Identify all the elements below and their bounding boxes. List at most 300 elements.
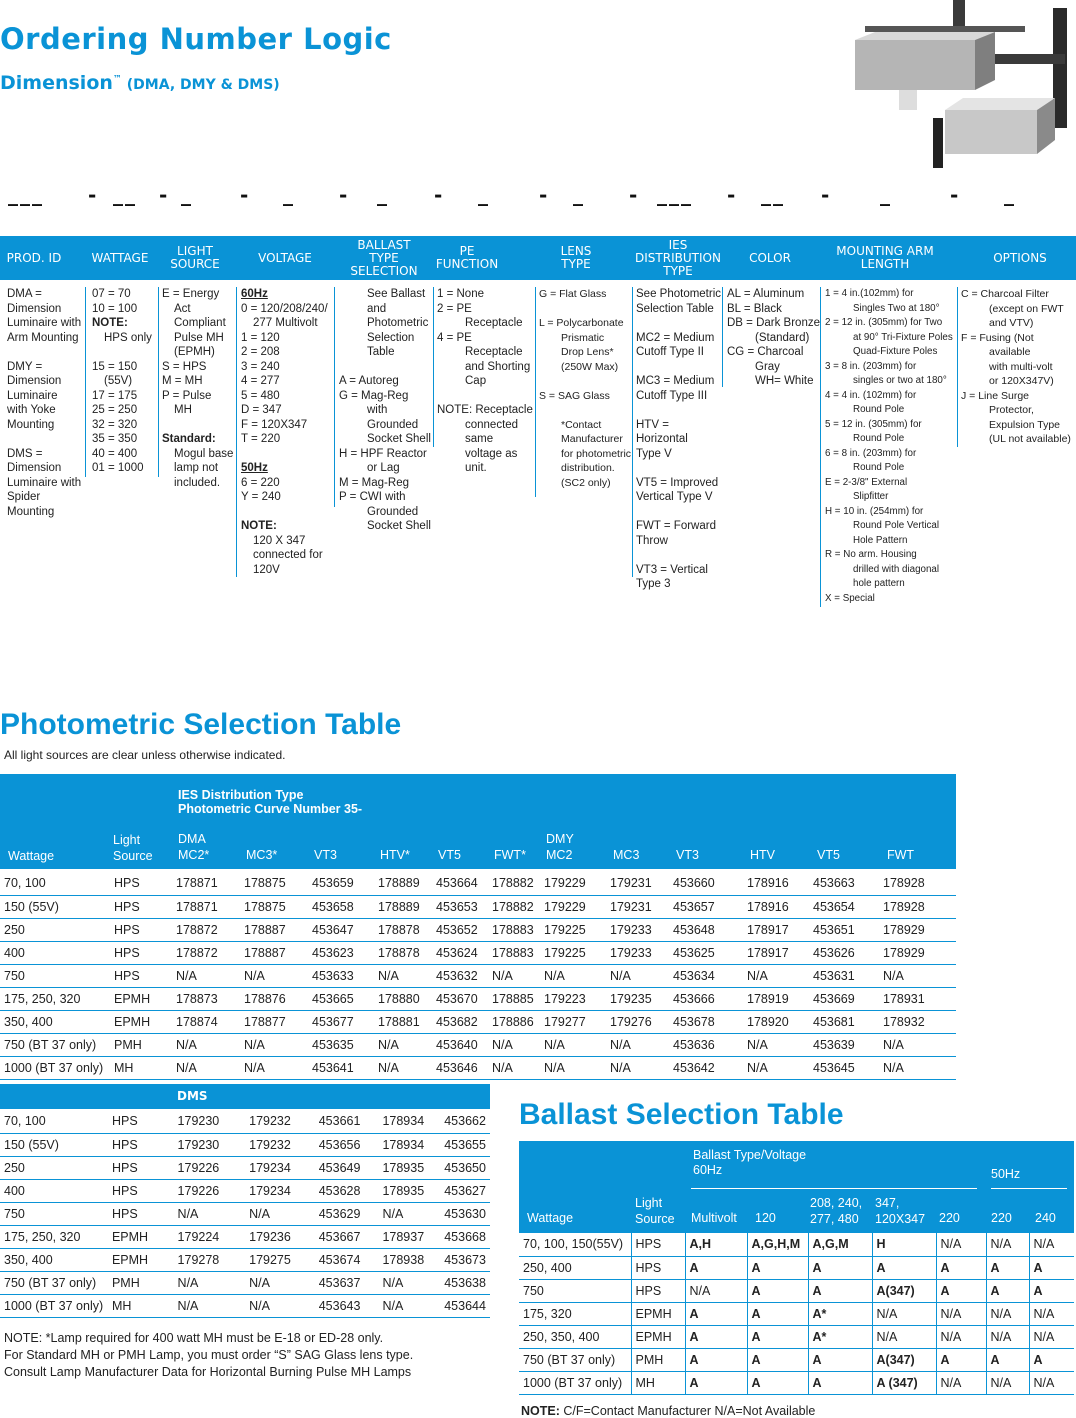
th-fwt: FWT* [494,848,526,862]
spec-line: H = HPF Reactor [339,447,427,460]
col-header-pe: PE FUNCTION [435,244,499,271]
col-divider [85,287,86,477]
table-row [0,895,956,918]
table-cell: PMH [110,1033,172,1056]
ballast-50hz-rule [991,1188,1067,1189]
spec-line: distribution. [561,462,615,474]
spec-line: HPS only [104,331,152,344]
table-cell: 453663 [809,872,879,895]
table-cell: A [936,1348,986,1371]
table-cell: N/A [240,1056,308,1079]
table-cell: 178887 [240,918,308,941]
spec-line: Slipfitter [853,491,889,502]
col-divider [535,287,536,497]
table-cell: N/A [374,1033,432,1056]
table-cell: N/A [174,1202,246,1225]
table-cell: 453623 [308,941,374,964]
spec-line: 120V [253,563,280,576]
spec-line: FWT = Forward [636,520,716,532]
table-cell: 178937 [378,1225,440,1248]
table-cell: 250, 400 [519,1256,631,1279]
table-cell: A [808,1371,872,1394]
th-dmy-mc3: MC3 [613,848,640,862]
table-cell: 178935 [378,1179,440,1202]
table-cell: A [685,1256,747,1279]
table-cell: 453661 [315,1110,379,1133]
table-cell: 453626 [809,941,879,964]
col-header-ies: IES DISTRIBUTION TYPE [635,237,721,278]
table-cell: A [747,1371,808,1394]
table-cell: N/A [685,1279,747,1302]
spec-line: Receptacle [465,317,523,329]
table-cell: N/A [986,1371,1029,1394]
spec-line [539,374,632,389]
table-cell: A(347) [872,1348,936,1371]
bth-multivolt: Multivolt [691,1211,737,1225]
spec-line [7,432,85,447]
code-segment: _ [573,182,585,206]
table-cell: N/A [1029,1325,1074,1348]
spec-line: R = No arm. Housing [825,549,917,560]
table-cell: 178929 [879,918,956,941]
code-dash: - [629,183,638,207]
table-cell: A [1029,1348,1074,1371]
table-cell: 178872 [172,918,240,941]
table-cell: N/A [374,1056,432,1079]
dms-label: DMS [177,1089,208,1103]
spec-line: G = Mag-Reg [339,389,409,402]
table-cell: N/A [1029,1371,1074,1394]
spec-line: DMA = [7,288,42,300]
table-cell: N/A [606,964,669,987]
spec-line: (250W Max) [561,360,619,373]
table-row [0,941,956,964]
ies-group-title: IES Distribution Type [178,788,304,802]
spec-line: M = MH [162,375,203,387]
spec-line: and Shorting [465,360,531,373]
spec-line: Round Pole [853,433,905,444]
table-cell: 178916 [743,895,809,918]
table-cell: HPS [631,1233,685,1256]
table-cell: 453645 [809,1056,879,1079]
col-header-ballast: BALLAST TYPE SELECTION [350,237,418,278]
spec-line: 6 = 220 [241,476,280,489]
table-cell: 178881 [374,1010,432,1033]
table-cell: 179224 [174,1225,246,1248]
spec-line: J = Line Surge [961,389,1030,402]
col-header-voltage: VOLTAGE [258,250,312,265]
table-cell: N/A [936,1302,986,1325]
table-cell: 453646 [432,1056,488,1079]
table-cell: N/A [174,1271,246,1294]
table-cell: 178887 [240,941,308,964]
table-cell: 179229 [540,872,606,895]
spec-line: 120 X 347 [253,534,306,547]
table-cell: N/A [1029,1233,1074,1256]
table-row [0,987,956,1010]
table-cell: N/A [172,1033,240,1056]
spec-line: Dimension [7,462,62,474]
spec-line [241,447,334,462]
table-cell: 179275 [245,1248,315,1271]
spec-line: 4 = 4 in. (102mm) for [825,389,917,401]
spec-line: Selection Table [367,331,415,358]
table-cell: A [986,1348,1029,1371]
spec-line: WH= White [755,375,814,387]
table-cell: 453638 [440,1271,490,1294]
spec-line: Socket Shell [367,433,431,445]
table-cell: 178878 [374,941,432,964]
spec-line: Luminaire with [7,317,82,329]
spec-line: 0 = 120/208/240/ [241,302,328,315]
photometric-note: All light sources are clear unless otherwise indicated. [4,748,286,762]
spec-line: 1 = 120 [241,331,280,344]
table-cell: A [747,1325,808,1348]
col-header-options: OPTIONS [993,250,1047,265]
table-cell: A [685,1302,747,1325]
spec-line: 50Hz [241,462,268,474]
table-cell: 453636 [669,1033,743,1056]
bth-light-source: Light Source [635,1196,675,1226]
spec-line: CG = Charcoal [727,346,804,358]
spec-line: drilled with diagonal [853,563,940,575]
spec-line: 6 = 8 in. (203mm) for [825,447,917,459]
th-dmy-vt5: VT5 [817,848,840,862]
spec-line: VT3 = Vertical [636,563,708,576]
table-cell: HPS [108,1110,174,1133]
table-cell: N/A [488,964,540,987]
table-cell: MH [631,1371,685,1394]
table-cell: A* [808,1302,872,1325]
table-cell: 179236 [245,1225,315,1248]
table-cell: A [1029,1256,1074,1279]
table-cell: N/A [540,1056,606,1079]
page-title: Ordering Number Logic [0,22,392,56]
spec-line: AL = Aluminum [727,288,805,300]
table-cell: 453642 [669,1056,743,1079]
spec-line [636,548,722,563]
table-cell: N/A [1029,1302,1074,1325]
table-cell: N/A [606,1056,669,1079]
table-row [519,1325,1074,1348]
table-cell: 150 (55V) [0,1133,108,1156]
spec-line: 3 = 8 in. (203mm) for [825,360,917,372]
dma-label: DMA [178,832,206,846]
table-cell: 178928 [879,872,956,895]
table-cell: 750 (BT 37 only) [0,1033,110,1056]
col-divider [158,287,159,477]
bth-220-50: 220 [991,1211,1012,1225]
table-cell: 453664 [432,872,488,895]
table-cell: N/A [936,1233,986,1256]
table-cell: PMH [631,1348,685,1371]
table-cell: 179232 [245,1110,315,1133]
table-cell: HPS [108,1133,174,1156]
spec-line: S = HPS [162,360,207,373]
table-cell: A [986,1279,1029,1302]
spec-line: 15 = 150 [92,360,138,373]
spec-line: X = Special [825,592,875,604]
spec-line: Expulsion Type [989,418,1061,431]
table-cell: 150 (55V) [0,895,110,918]
table-cell: 175, 250, 320 [0,1225,108,1248]
table-row [0,1010,956,1033]
table-row [0,964,956,987]
spec-line: Mounting [7,418,55,431]
table-cell: 453631 [809,964,879,987]
table-cell: HPS [110,941,172,964]
spec-line: 2 = PE [437,302,472,315]
table-cell: 400 [0,941,110,964]
dmy-label: DMY [546,832,574,846]
table-cell: 453665 [308,987,374,1010]
spec-line: Prismatic [561,331,605,344]
spec-line: 10 = 100 [92,302,138,315]
table-cell: N/A [378,1294,440,1317]
th-mc2: MC2* [178,848,210,862]
table-cell: 453632 [432,964,488,987]
col-header-lens: LENS TYPE [560,244,592,271]
spec-line: Cap [465,375,487,387]
spec-line: Selection Table [636,302,714,315]
spec-line: E = 2-3/8" External [825,476,908,488]
spec-line: P = CWI with [339,491,406,503]
spec-line: A = Autoreg [339,375,399,387]
spec-line: or 120X347V) [989,375,1054,387]
spec-line: Mounting [7,505,55,518]
spec-line: Dimension [7,375,62,387]
table-cell: 453678 [669,1010,743,1033]
table-cell: 453652 [432,918,488,941]
table-cell: 179234 [245,1156,315,1179]
th-wattage: Wattage [8,849,55,863]
table-cell: 179223 [540,987,606,1010]
table-cell: 453639 [809,1033,879,1056]
spec-line [636,505,722,520]
spec-line: and VTV) [989,317,1034,329]
dms-table [0,1110,490,1318]
table-cell: 453635 [308,1033,374,1056]
table-cell: N/A [240,964,308,987]
table-row [0,1033,956,1056]
spec-line: S = SAG Glass [539,389,610,402]
table-cell: 179226 [174,1156,246,1179]
spec-line: E = Energy [162,288,220,300]
col-lens [539,287,632,490]
photometric-title: Photometric Selection Table [0,708,402,741]
table-cell: A [936,1256,986,1279]
ballast-header [519,1141,1074,1233]
table-cell: 453624 [432,941,488,964]
code-dash: - [88,183,97,207]
table-cell: 1000 (BT 37 only) [0,1056,110,1079]
table-cell: 179232 [245,1133,315,1156]
th-vt5: VT5 [438,848,461,862]
spec-line [339,360,433,375]
table-cell: 400 [0,1179,108,1202]
table-cell: 1000 (BT 37 only) [519,1371,631,1394]
table-cell: 178886 [488,1010,540,1033]
table-cell: A [685,1348,747,1371]
table-cell: N/A [879,1033,956,1056]
spec-line: 07 = 70 [92,288,131,300]
spec-line [539,302,632,317]
dms-header-bar [0,1084,490,1109]
spec-line: Cutoff Type III [636,389,708,402]
table-cell: 453634 [669,964,743,987]
table-cell: EPMH [110,1010,172,1033]
code-segment: __ [113,182,137,206]
spec-line: with [367,404,388,416]
table-cell: 178917 [743,918,809,941]
table-cell: 350, 400 [0,1248,108,1271]
code-segment: _ [478,182,490,206]
spec-line: DMS = [7,447,43,460]
spec-line: 32 = 320 [92,418,138,431]
spec-line: singles or two at 180° [853,375,947,386]
bth-208: 208, 240, 277, 480 [810,1196,863,1226]
table-cell: MH [110,1056,172,1079]
th-vt3: VT3 [314,848,337,862]
spec-line: Protector, [989,404,1034,416]
table-cell: A* [808,1325,872,1348]
col-voltage [241,287,334,577]
code-segment: _ [283,182,295,206]
spec-line: connected for [253,549,323,561]
spec-line [7,345,85,360]
spec-line: T = 220 [241,433,281,445]
table-cell: EPMH [631,1302,685,1325]
table-row [0,1202,490,1225]
table-cell: 178889 [374,872,432,895]
spec-line: 17 = 175 [92,389,138,402]
table-cell: 179234 [245,1179,315,1202]
table-cell: 250 [0,918,110,941]
table-cell: EPMH [108,1225,174,1248]
spec-line: Spider [7,491,41,503]
spec-line: for photometric [561,447,632,460]
photometric-footnotes: NOTE: *Lamp required for 400 watt MH must be E-18 or ED-28 only. For Standard MH or PMH Lamp, you must order “S” SAG Glass lens type. Consult Lamp Manufacturer Data for Horizontal Burning Pulse MH Lamps [4,1331,414,1379]
table-cell: A [685,1371,747,1394]
spec-line: 1 = 4 in.(102mm) for [825,288,914,299]
table-cell: HPS [631,1279,685,1302]
spec-line: 5 = 480 [241,389,280,402]
col-ballast [339,287,433,534]
code-segment: __ [761,182,785,206]
table-cell: 453648 [669,918,743,941]
table-cell: 179235 [606,987,669,1010]
th-htv: HTV* [380,848,410,862]
bth-347: 347, 120X347 [875,1196,926,1226]
table-cell: N/A [606,1033,669,1056]
spec-line [539,403,632,418]
spec-line: Round Pole [853,462,905,473]
th-light-source: Light Source [113,833,153,863]
table-cell: 453670 [432,987,488,1010]
ballast-50hz: 50Hz [991,1167,1021,1181]
table-cell: 453629 [315,1202,379,1225]
table-cell: A [936,1279,986,1302]
table-cell: 453659 [308,872,374,895]
code-dash: - [821,183,830,207]
table-cell: A [685,1325,747,1348]
table-cell: 178883 [488,918,540,941]
table-row [0,1156,490,1179]
table-cell: MH [108,1294,174,1317]
col-mounting [825,287,957,606]
table-cell: 350, 400 [0,1010,110,1033]
code-dash: - [159,183,168,207]
spec-line: Cutoff Type II [636,346,704,358]
table-cell: N/A [936,1371,986,1394]
col-divider [236,287,237,577]
table-cell: 179231 [606,872,669,895]
table-cell: 179230 [174,1110,246,1133]
table-cell: 179225 [540,941,606,964]
spec-line [92,345,158,360]
table-cell: 453653 [432,895,488,918]
code-dash: - [434,183,443,207]
col-divider [957,287,958,447]
table-cell: 178919 [743,987,809,1010]
spec-line: Act Compliant [174,302,226,329]
bth-240-50: 240 [1035,1211,1056,1225]
table-cell: N/A [378,1271,440,1294]
table-cell: 178877 [240,1010,308,1033]
code-segment: ___ [657,182,693,206]
spec-line: (EPMH) [174,346,215,358]
table-cell: 178885 [488,987,540,1010]
table-cell: HPS [108,1202,174,1225]
table-cell: 178934 [378,1110,440,1133]
table-cell: N/A [879,1056,956,1079]
spec-line: NOTE: Receptacle [437,404,533,416]
spec-line: See Photometric [636,288,722,300]
spec-line: (UL not available) [989,433,1071,445]
table-cell: 178935 [378,1156,440,1179]
spec-line: 5 = 12 in. (305mm) for [825,418,922,430]
table-cell: 453651 [809,918,879,941]
spec-line: hole pattern [853,578,905,589]
table-cell: N/A [240,1033,308,1056]
code-dash: - [950,183,959,207]
photometric-header [0,774,956,869]
table-cell: 178882 [488,895,540,918]
table-cell: 178882 [488,872,540,895]
table-row [519,1233,1074,1256]
table-cell: N/A [540,1033,606,1056]
spec-line [636,360,722,375]
spec-line: Singles Two at 180° [853,302,940,314]
spec-line: (except on FWT [989,302,1064,315]
table-cell: N/A [743,1056,809,1079]
col-divider [632,287,633,577]
table-cell: 453674 [315,1248,379,1271]
table-cell: 453627 [440,1179,490,1202]
table-cell: 70, 100 [0,872,110,895]
table-cell: 453668 [440,1225,490,1248]
spec-line: Manufacturer [561,433,623,445]
table-row [519,1302,1074,1325]
table-cell: H [872,1233,936,1256]
spec-line: 2 = 208 [241,346,280,358]
spec-line: Arm Mounting [7,331,79,344]
ballast-note: NOTE: C/F=Contact Manufacturer N/A=Not Available [521,1404,816,1418]
spec-line: 277 Multivolt [253,317,318,329]
spec-line: included. [174,476,221,489]
col-header-wattage: WATTAGE [91,250,149,265]
spec-line: Round Pole [853,404,905,415]
